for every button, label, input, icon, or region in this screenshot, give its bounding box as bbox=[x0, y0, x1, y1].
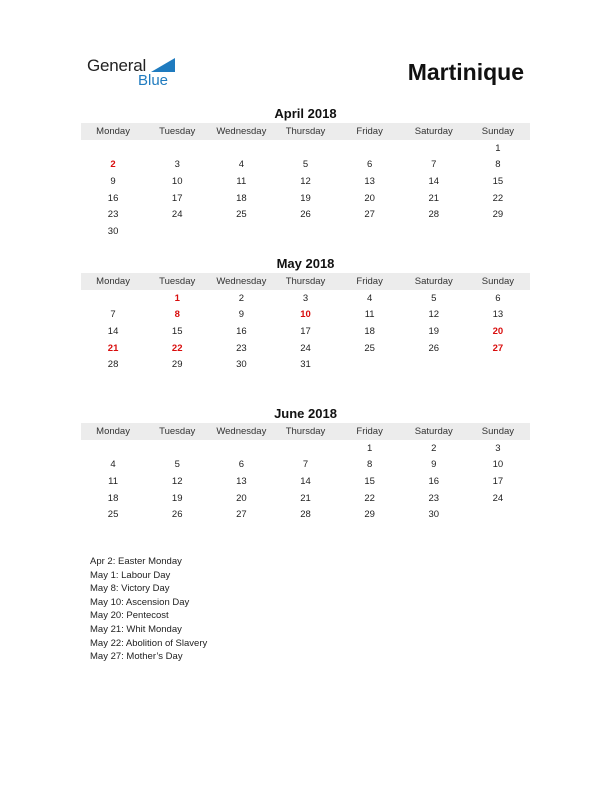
day-cell: 22 bbox=[171, 342, 183, 354]
day-cell: 18 bbox=[107, 492, 119, 504]
day-cell: 17 bbox=[300, 325, 311, 337]
day-cell: 11 bbox=[364, 309, 375, 321]
day-cell: 1 bbox=[495, 142, 501, 154]
day-cell: 5 bbox=[174, 459, 180, 471]
day-cell: 16 bbox=[107, 192, 119, 204]
day-cell: 22 bbox=[364, 492, 375, 504]
logo-text-blue: Blue bbox=[138, 72, 169, 89]
day-cell: 28 bbox=[300, 509, 311, 521]
day-cell: 12 bbox=[300, 175, 311, 187]
logo-flag-icon bbox=[151, 58, 175, 72]
day-cell: 5 bbox=[302, 159, 309, 171]
day-cell: 25 bbox=[364, 342, 375, 354]
weekday-label: Sunday bbox=[481, 126, 515, 137]
day-cell: 6 bbox=[366, 159, 373, 171]
week-row bbox=[81, 506, 530, 523]
week-row bbox=[81, 206, 530, 223]
day-cell: 24 bbox=[171, 209, 183, 221]
day-cell: 4 bbox=[238, 159, 244, 171]
day-cell: 26 bbox=[171, 509, 183, 521]
day-cell: 29 bbox=[171, 359, 183, 371]
day-cell: 20 bbox=[492, 325, 504, 337]
weekday-label: Wednesday bbox=[216, 276, 267, 287]
week-row bbox=[81, 323, 530, 340]
week-row bbox=[81, 440, 530, 457]
day-cell: 20 bbox=[364, 192, 375, 204]
weekday-label: Wednesday bbox=[216, 426, 267, 437]
brand-logo bbox=[87, 56, 187, 92]
weekday-label: Thursday bbox=[285, 126, 326, 137]
day-cell: 5 bbox=[431, 292, 437, 304]
day-cell: 10 bbox=[492, 459, 504, 471]
day-cell: 18 bbox=[236, 192, 247, 204]
day-cell: 29 bbox=[492, 209, 504, 221]
country-title: Martinique bbox=[407, 59, 524, 85]
day-cell: 27 bbox=[492, 342, 504, 354]
holiday-item: May 10: Ascension Day bbox=[90, 596, 190, 608]
day-cell: 14 bbox=[428, 175, 440, 187]
holiday-item: May 21: Whit Monday bbox=[90, 623, 182, 635]
day-cell: 23 bbox=[428, 492, 440, 504]
day-cell: 13 bbox=[364, 175, 375, 187]
day-cell: 20 bbox=[236, 492, 247, 504]
day-cell: 17 bbox=[171, 192, 183, 204]
holiday-item: May 22: Abolition of Slavery bbox=[90, 637, 208, 649]
weekday-label: Saturday bbox=[414, 426, 453, 437]
day-cell: 13 bbox=[492, 309, 504, 321]
weekday-label: Sunday bbox=[481, 276, 515, 287]
month-title: May 2018 bbox=[276, 256, 335, 271]
day-cell: 13 bbox=[236, 475, 247, 487]
day-cell: 30 bbox=[428, 509, 440, 521]
day-cell: 24 bbox=[300, 342, 311, 354]
weekday-label: Wednesday bbox=[216, 126, 267, 137]
day-cell: 15 bbox=[171, 325, 183, 337]
week-row bbox=[81, 307, 530, 324]
day-cell: 8 bbox=[495, 159, 501, 171]
day-cell: 28 bbox=[428, 209, 440, 221]
day-cell: 19 bbox=[300, 192, 311, 204]
day-cell: 7 bbox=[302, 459, 309, 471]
weekday-label: Sunday bbox=[481, 426, 515, 437]
day-cell: 30 bbox=[236, 359, 247, 371]
week-row bbox=[81, 457, 530, 474]
weekday-label: Friday bbox=[356, 426, 383, 437]
day-cell: 3 bbox=[174, 159, 180, 171]
month-block bbox=[81, 405, 530, 523]
day-cell: 23 bbox=[107, 209, 119, 221]
weekday-label: Monday bbox=[96, 126, 130, 137]
weekday-label: Tuesday bbox=[159, 426, 196, 437]
day-cell: 16 bbox=[236, 325, 247, 337]
day-cell: 31 bbox=[300, 359, 311, 371]
month-title: June 2018 bbox=[274, 406, 337, 421]
day-cell: 27 bbox=[364, 209, 375, 221]
day-cell: 3 bbox=[495, 442, 501, 454]
week-row bbox=[81, 473, 530, 490]
day-cell: 9 bbox=[110, 175, 116, 187]
weekday-label: Friday bbox=[356, 276, 383, 287]
week-row bbox=[81, 290, 530, 307]
weekday-label: Tuesday bbox=[159, 276, 196, 287]
month-title: April 2018 bbox=[274, 106, 337, 121]
day-cell: 26 bbox=[300, 209, 311, 221]
day-cell: 19 bbox=[428, 325, 440, 337]
logo-text-general: General bbox=[87, 56, 147, 75]
weekday-header bbox=[81, 123, 530, 140]
week-row bbox=[81, 157, 530, 174]
day-cell: 11 bbox=[108, 475, 118, 487]
day-cell: 21 bbox=[107, 342, 119, 354]
weekday-label: Saturday bbox=[414, 126, 453, 137]
week-row bbox=[81, 173, 530, 190]
day-cell: 30 bbox=[107, 225, 119, 237]
week-row bbox=[81, 356, 530, 373]
weekday-label: Saturday bbox=[414, 276, 453, 287]
day-cell: 6 bbox=[238, 459, 244, 471]
day-cell: 10 bbox=[300, 309, 311, 321]
day-cell: 9 bbox=[238, 309, 244, 321]
holiday-item: May 27: Mother’s Day bbox=[90, 651, 183, 663]
day-cell: 14 bbox=[300, 475, 311, 487]
weekday-label: Tuesday bbox=[159, 126, 196, 137]
holiday-item: Apr 2: Easter Monday bbox=[90, 556, 182, 567]
holiday-list bbox=[90, 555, 207, 664]
day-cell: 2 bbox=[238, 292, 244, 304]
day-cell: 19 bbox=[171, 492, 183, 504]
day-cell: 28 bbox=[107, 359, 119, 371]
day-cell: 3 bbox=[302, 292, 309, 304]
day-cell: 21 bbox=[428, 192, 440, 204]
day-cell: 24 bbox=[492, 492, 504, 504]
weekday-label: Thursday bbox=[285, 426, 326, 437]
day-cell: 7 bbox=[110, 309, 116, 321]
day-cell: 1 bbox=[366, 442, 373, 454]
day-cell: 18 bbox=[364, 325, 375, 337]
day-cell: 15 bbox=[364, 475, 375, 487]
day-cell: 2 bbox=[431, 442, 437, 454]
day-cell: 8 bbox=[366, 459, 373, 471]
day-cell: 1 bbox=[174, 292, 180, 304]
day-cell: 10 bbox=[171, 175, 183, 187]
day-cell: 8 bbox=[174, 309, 180, 321]
day-cell: 6 bbox=[495, 292, 501, 304]
day-cell: 4 bbox=[366, 292, 373, 304]
day-cell: 17 bbox=[492, 475, 504, 487]
day-cell: 25 bbox=[107, 509, 119, 521]
holiday-item: May 20: Pentecost bbox=[90, 610, 169, 622]
holiday-item: May 8: Victory Day bbox=[90, 583, 170, 595]
week-row bbox=[81, 140, 530, 157]
day-cell: 9 bbox=[431, 459, 437, 471]
day-cell: 21 bbox=[300, 492, 311, 504]
day-cell: 25 bbox=[236, 209, 247, 221]
weekday-label: Monday bbox=[96, 276, 130, 287]
day-cell: 15 bbox=[492, 175, 504, 187]
week-row bbox=[81, 223, 530, 240]
day-cell: 22 bbox=[492, 192, 504, 204]
day-cell: 7 bbox=[431, 159, 437, 171]
weekday-label: Friday bbox=[356, 126, 383, 137]
day-cell: 27 bbox=[236, 509, 247, 521]
week-row bbox=[81, 490, 530, 507]
month-block bbox=[81, 255, 530, 373]
week-row bbox=[81, 340, 530, 357]
week-row bbox=[81, 190, 530, 207]
day-cell: 2 bbox=[110, 159, 116, 171]
day-cell: 23 bbox=[236, 342, 247, 354]
weekday-label: Monday bbox=[96, 426, 130, 437]
weekday-label: Thursday bbox=[285, 276, 326, 287]
weekday-header bbox=[81, 423, 530, 440]
day-cell: 12 bbox=[428, 309, 440, 321]
day-cell: 4 bbox=[110, 459, 116, 471]
month-block bbox=[81, 105, 530, 240]
day-cell: 11 bbox=[236, 175, 247, 187]
weekday-header bbox=[81, 273, 530, 290]
day-cell: 16 bbox=[428, 475, 440, 487]
day-cell: 12 bbox=[171, 475, 183, 487]
day-cell: 29 bbox=[364, 509, 375, 521]
day-cell: 14 bbox=[107, 325, 119, 337]
day-cell: 26 bbox=[428, 342, 440, 354]
holiday-item: May 1: Labour Day bbox=[90, 569, 171, 581]
